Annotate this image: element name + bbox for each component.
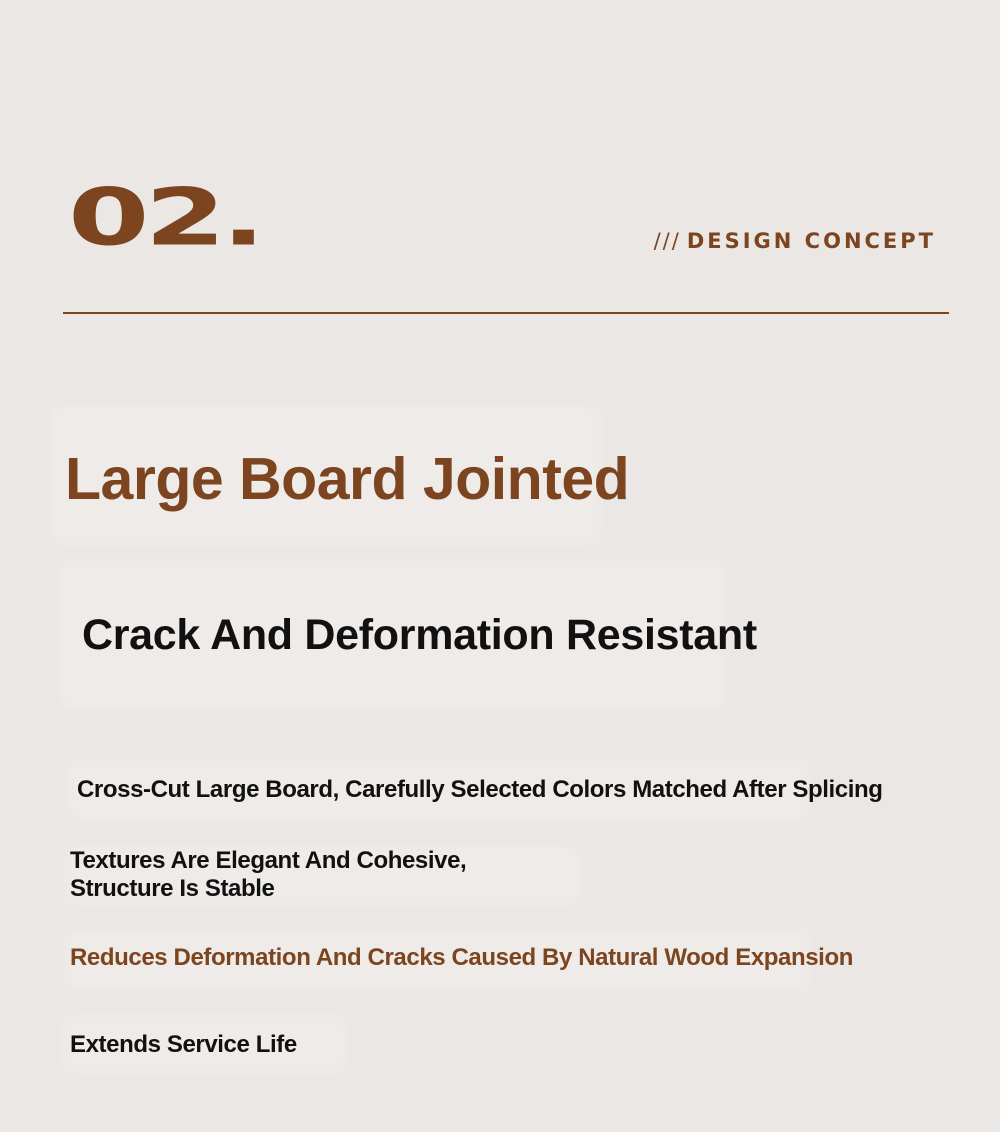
- page-title: Large Board Jointed: [65, 446, 630, 512]
- feature-textures-line-1: Textures Are Elegant And Cohesive,: [70, 847, 467, 874]
- section-label: [654, 231, 936, 252]
- feature-cross-cut: Cross-Cut Large Board, Carefully Selected Colors Matched After Splicing: [77, 776, 883, 803]
- section-label-text: DESIGN CONCEPT: [686, 229, 936, 253]
- feature-reduces-deformation: Reduces Deformation And Cracks Caused By Natural Wood Expansion: [70, 944, 853, 971]
- page-subtitle: Crack And Deformation Resistant: [82, 611, 757, 659]
- section-divider: [63, 312, 949, 314]
- section-number: 02.: [68, 171, 261, 264]
- section-slashes: ///: [653, 229, 681, 253]
- feature-textures: [70, 847, 466, 903]
- feature-service-life: Extends Service Life: [70, 1031, 297, 1058]
- feature-textures-line-2: Structure Is Stable: [70, 875, 275, 902]
